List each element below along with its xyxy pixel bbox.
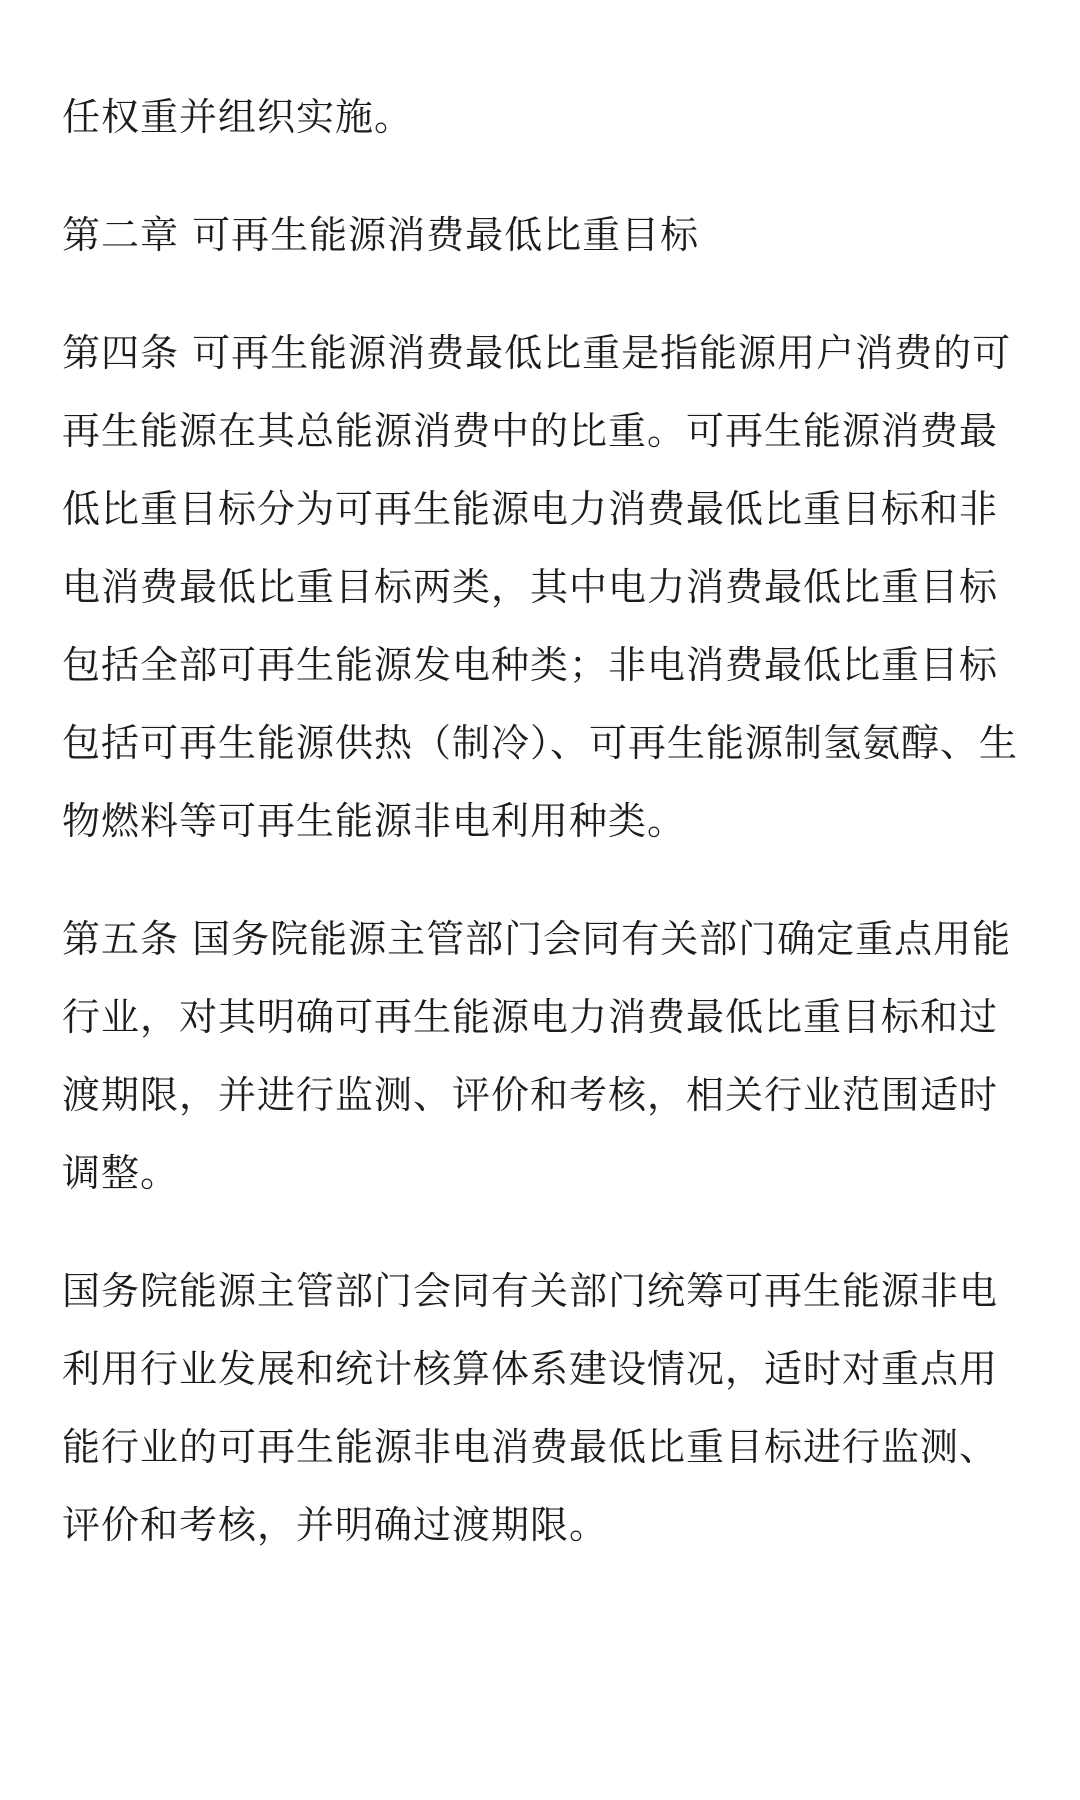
paragraph-intro: 任权重并组织实施。 bbox=[62, 95, 414, 139]
article-5-paragraph-2: 国务院能源主管部门会同有关部门统筹可再生能源非电利用行业发展和统计核算体系建设情况，适时对重点用能行业的可再生能源非电消费最低比重目标进行监测、评价和考核，并明确过渡期限。 bbox=[62, 1269, 999, 1547]
article-4-paragraph: 第四条 可再生能源消费最低比重是指能源用户消费的可再生能源在其总能源消费中的比重。可再生能源消费最低比重目标分为可再生能源电力消费最低比重目标和非电消费最低比重目标两类，其中电力消费最低比重目标包括全部可再生能源发电种类；非电消费最低比重目标包括可再生能源供热（制冷）、可再生能源制氢氨醇、生物燃料等可再生能源非电利用种类。 bbox=[62, 331, 1019, 843]
article-5-paragraph: 第五条 国务院能源主管部门会同有关部门确定重点用能行业，对其明确可再生能源电力消费最低比重目标和过渡期限，并进行监测、评价和考核，相关行业范围适时调整。 bbox=[62, 917, 1012, 1195]
article-body bbox=[62, 78, 1022, 1604]
chapter-heading: 第二章 可再生能源消费最低比重目标 bbox=[62, 213, 700, 257]
